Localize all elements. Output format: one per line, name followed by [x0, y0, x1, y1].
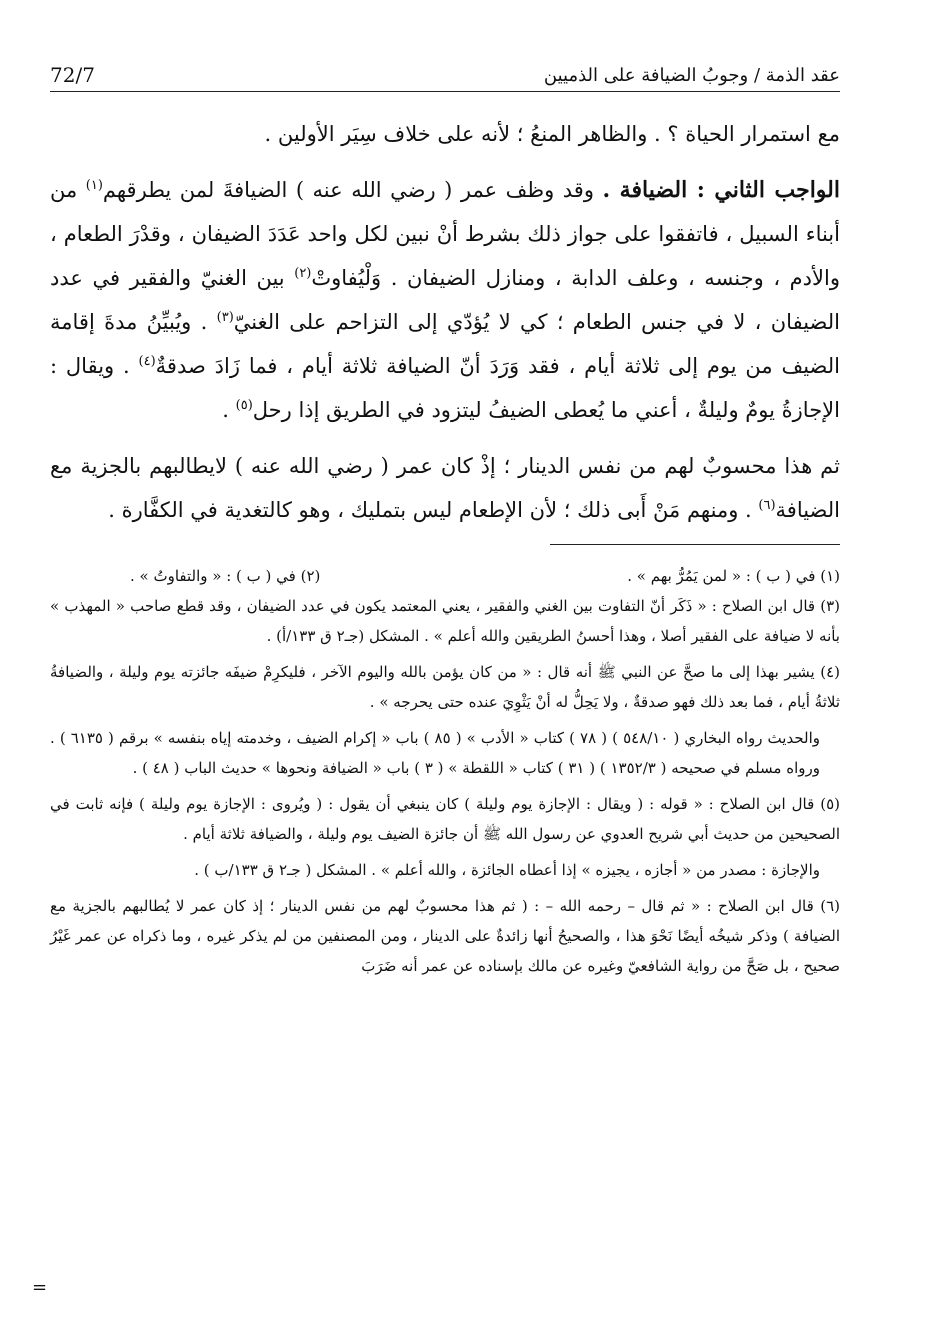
paragraph-1-text: مع استمرار الحياة ؟ . والظاهر المنعُ ؛ لأنه على خلاف سِيَر الأولين .	[264, 122, 840, 146]
paragraph-2-text-b: من أبناء السبيل ، فاتفقوا على جواز ذلك بشرط أنْ نبين لكل واحد عَدَدَ الضيفان ، وقدْرَ الطعام ، والأدم ، وجنسه ، وعلف الدابة ، ومنازل الضيفان . وَلْيُفاوتْ	[50, 178, 840, 290]
footnote-5-continuation: والإجازة : مصدر من « أجازه ، يجيزه » إذا أعطاه الجائزة ، والله أعلم » . المشكل ( جـ٢ ق ١٣٣/ب ) .	[194, 861, 820, 879]
paragraph-2-text-d: . ويُبيِّنُ مدةَ إقامة الضيف من يوم إلى ثلاثة أيام ، فقد وَرَدَ أنّ الضيافة ثلاثة أيام ، فما زَادَ صدقةٌ	[50, 310, 840, 378]
footnote-1: (١) في ( ب ) : « لمن يَمُرُّ بهم » .	[627, 567, 840, 585]
footnote-3: (٣) قال ابن الصلاح : « ذَكَر أنّ التفاوت بين الغني والفقير ، يعني المعتمد يكون في عدد الضيفان ، وقد قطع صاحب « المهذب » بأنه لا ضيافة على الفقير أصلا ، وهذا أحسنُ الطريقين والله أعلم » . المشكل (جـ٢ ق ١٣٣/أ) .	[50, 597, 840, 645]
paragraph-3-text-b: . ومنهم مَنْ أَبى ذلك ؛ لأن الإطعام ليس بتمليك ، وهو كالتغدية في الكفَّارة .	[108, 498, 759, 522]
book-page	[32, 58, 840, 1328]
footnote-6: (٦) قال ابن الصلاح : « ثم قال – رحمه الله – : ( ثم هذا محسوبٌ لهم من نفس الدينار ؛ إذ كان عمر لا يُطالبهم بالجزية مع الضيافة ) وذكر شيخُه أيضًا نَحْوَ هذا ، والصحيحُ أنها زائدةٌ على الدينار ، ومن المصنفين من لم يذكر غيره ، وما ذكراه عن عمر غَيْرُ صحيح ، بل صَحَّ من رواية الشافعيّ وغيره عن مالك بإسناده عن عمر أنه ضَرَبَ	[50, 897, 840, 975]
footnote-ref-4[interactable]: (٤)	[138, 354, 156, 369]
footnote-ref-3[interactable]: (٣)	[216, 310, 234, 325]
main-text	[50, 112, 840, 532]
page-header	[50, 58, 840, 92]
continuation-mark: =	[32, 1277, 48, 1298]
paragraph-2-text-f: .	[222, 398, 236, 422]
footnotes	[50, 561, 840, 981]
footnote-4: (٤) يشير بهذا إلى ما صحَّ عن النبي ﷺ أنه قال : « من كان يؤمن بالله واليوم الآخر ، فليكرِمْ ضيفَه جائزته يوم وليلة ، والضيافةُ ثلاثةُ أيام ، فما بعد ذلك فهو صدقةٌ ، ولا يَحِلُّ له أنْ يَثْوِيَ عنده حتى يحرجه » .	[50, 663, 840, 711]
page-number: 72/7	[50, 63, 107, 87]
paragraph-2-text-c: بين الغنيّ والفقير في عدد الضيفان ، لا في جنس الطعام ؛ كي لا يُؤدّي إلى التزاحم على الغنيّ	[50, 266, 840, 334]
footnote-ref-5[interactable]: (٥)	[235, 398, 253, 413]
paragraph-2	[50, 168, 840, 432]
footnote-4-continuation: والحديث رواه البخاري ( ٥٤٨/١٠ ) ( ٧٨ ) كتاب « الأدب » ( ٨٥ ) باب « إكرام الضيف ، وخدمته إياه بنفسه » برقم ( ٦١٣٥ ) . ورواه مسلم في صحيحه ( ١٣٥٢/٣ ) ( ٣١ ) كتاب « اللقطة » ( ٣ ) باب « الضيافة ونحوها » حديث الباب ( ٤٨ ) .	[50, 729, 820, 777]
footnote-2: (٢) في ( ب ) : « والتفاوتُ » .	[130, 567, 321, 585]
footnote-ref-2[interactable]: (٢)	[294, 266, 312, 281]
running-title: عقد الذمة / وجوبُ الضيافة على الذميين	[528, 65, 840, 86]
paragraph-2-text-a: وقد وظف عمر ( رضي الله عنه ) الضيافةَ لمن يطرقهم	[102, 178, 603, 202]
paragraph-2-text-e: . ويقال : الإجازةُ يومٌ وليلةٌ ، أعني ما يُعطى الضيفُ ليتزود في الطريق إذا رحل	[50, 354, 840, 422]
footnote-row-1-2	[50, 561, 840, 591]
header-rule	[50, 91, 840, 92]
paragraph-1	[50, 112, 840, 156]
footnote-ref-1[interactable]: (١)	[85, 178, 103, 193]
section-heading: الواجب الثاني : الضيافة .	[602, 177, 840, 203]
paragraph-3-text-a: ثم هذا محسوبٌ لهم من نفس الدينار ؛ إذْ كان عمر ( رضي الله عنه ) لايطالبهم بالجزية مع الضيافة	[50, 454, 840, 522]
footnote-ref-6[interactable]: (٦)	[758, 498, 776, 513]
footnote-5: (٥) قال ابن الصلاح : « قوله : ( ويقال : الإجازة يوم وليلة ) كان ينبغي أن يقول : ( ويُروى : الإجازة يوم وليلة ) فإنه ثابت في الصحيحين من حديث أبي شريح العدوي عن رسول الله ﷺ أن جائزة الضيف يوم وليلة ، والضيافة ثلاثة أيام .	[50, 795, 840, 843]
paragraph-3	[50, 444, 840, 532]
footnote-separator	[550, 544, 840, 545]
